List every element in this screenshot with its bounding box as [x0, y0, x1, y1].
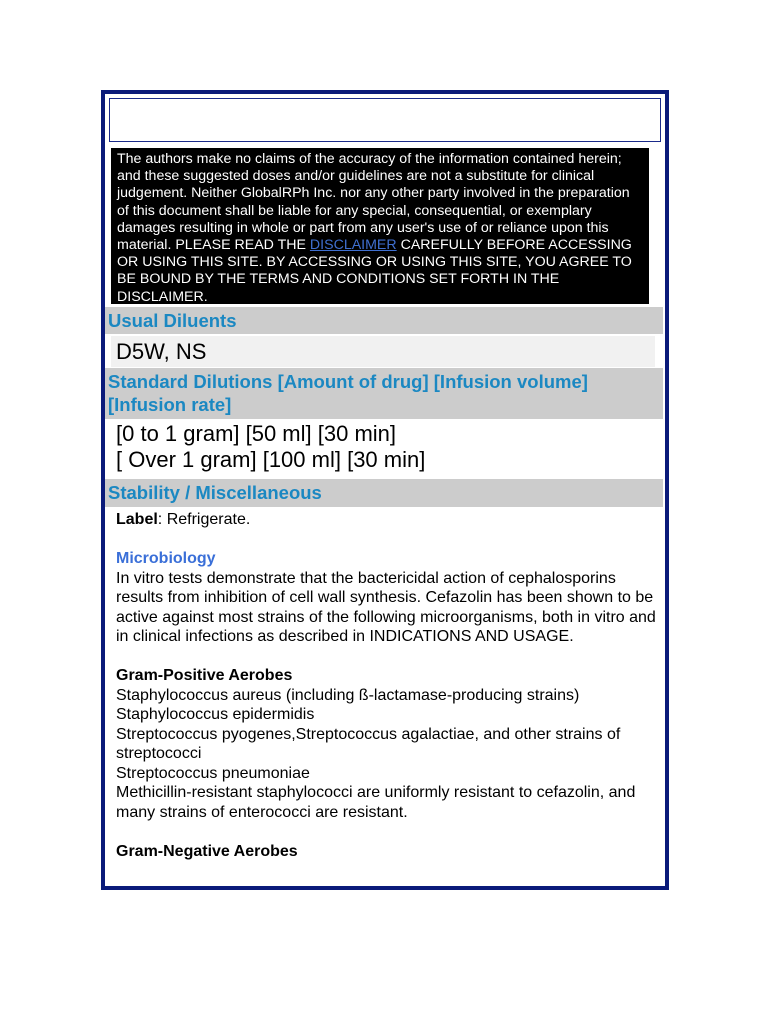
stability-content — [116, 510, 656, 861]
gram-negative-heading: Gram-Negative Aerobes — [116, 842, 298, 860]
dilution-line: [0 to 1 gram] [50 ml] [30 min] — [116, 421, 397, 446]
monograph-frame — [101, 90, 669, 890]
resistance-note: Methicillin-resistant staphylococci are uniformly resistant to cefazolin, and many strains of enterococci are resistant. — [116, 784, 636, 821]
gram-positive-heading: Gram-Positive Aerobes — [116, 667, 293, 684]
label-key: Label — [116, 511, 158, 528]
usual-diluents-heading: Usual Diluents — [105, 307, 663, 334]
standard-dilutions-values — [111, 421, 655, 477]
organism-item: Staphylococcus aureus (including ß-lactamase-producing strains) — [116, 686, 580, 704]
organism-item: Staphylococcus epidermidis — [116, 706, 315, 723]
dilution-line: [ Over 1 gram] [100 ml] [30 min] — [116, 447, 426, 472]
usual-diluents-value: D5W, NS — [111, 336, 655, 367]
microbiology-text: In vitro tests demonstrate that the bactericidal action of cephalosporins results from inhibition of cell wall synthesis. Cefazolin has been shown to be active against most strains of the following microorganisms, both in vitro and in clinical infections as described in INDICATIONS AND USAGE. — [116, 569, 656, 645]
label-value: : Refrigerate. — [157, 511, 251, 528]
title-box — [109, 98, 661, 142]
disclaimer-link[interactable]: DISCLAIMER — [309, 237, 397, 254]
stability-heading: Stability / Miscellaneous — [105, 479, 663, 507]
microbiology-heading: Microbiology — [116, 550, 216, 567]
standard-dilutions-heading: Standard Dilutions [Amount of drug] [Infusion volume] [Infusion rate] — [105, 368, 663, 419]
label-line — [116, 510, 656, 530]
disclaimer-text: The authors make no claims of the accuracy of the information contained herein; and these suggested doses and/or guidelines are not a substitute for clinical judgement. Neither GlobalRPh Inc. nor any other party involved in the preparation of this document shall be liable for any special, consequential, or exemplary damages resulting in whole or part from any user's use of or reliance upon this material. PLEASE READ THE — [117, 151, 630, 254]
organism-item: Streptococcus pyogenes,Streptococcus agalactiae, and other strains of streptococci — [116, 725, 621, 762]
disclaimer-text-end: CAREFULLY BEFORE ACCESSING OR USING THIS SITE. BY ACCESSING OR USING THIS SITE, YOU AGREE TO BE BOUND BY THE TERMS AND CONDITIONS SET FORTH IN THE DISCLAIMER. — [117, 237, 632, 305]
disclaimer-box — [111, 148, 649, 304]
organism-item: Streptococcus pneumoniae — [116, 764, 310, 782]
